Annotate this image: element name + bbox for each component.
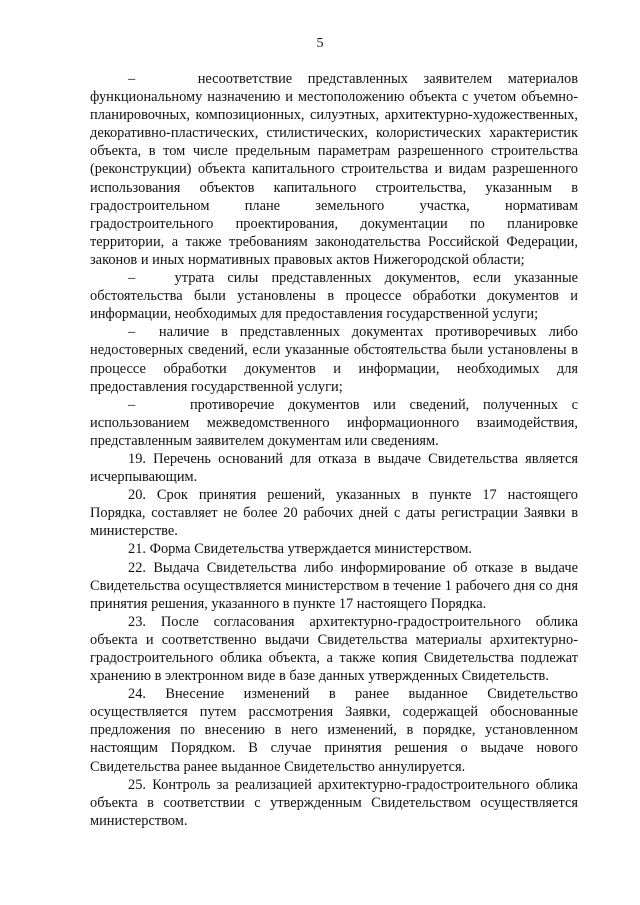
paragraph-documents-invalid: – утрата силы представленных документов, если указанные обстоятельства были установлены в процессе обработки документов и информации, необходимых для предоставления государственной услуги; (90, 270, 578, 323)
document-body (90, 70, 578, 830)
paragraph-contradictory-info: – наличие в представленных документах противоречивых либо недостоверных сведений, если указанные обстоятельства были установлены в процессе обработки документов и информации, необходимых для предоставления государственной услуги; (90, 324, 578, 395)
paragraph-item-25: 25. Контроль за реализацией архитектурно-градостроительного облика объекта в соответствии с утвержденным Свидетельством осуществляется министерством. (90, 776, 578, 829)
paragraph-item-22: 22. Выдача Свидетельства либо информирование об отказе в выдаче Свидетельства осуществляется министерством в течение 1 рабочего дня со дня принятия решения, указанного в пункте 17 настоящего Порядка. (90, 559, 578, 612)
paragraph-item-20: 20. Срок принятия решений, указанных в пункте 17 настоящего Порядка, составляет не более 20 рабочих дней с даты регистрации Заявки в министерстве. (90, 487, 578, 540)
paragraph-item-23: 23. После согласования архитектурно-градостроительного облика объекта и соответственно выдачи Свидетельства материалы архитектурно-градостроительного облика объекта, а также копия Свидетельства подлежат хранению в электронном виде в базе данных утвержденных Свидетельств. (90, 613, 578, 685)
page-number: 5 (316, 36, 324, 51)
paragraph-item-21: 21. Форма Свидетельства утверждается министерством. (128, 541, 472, 558)
paragraph-nonconformity: – несоответствие представленных заявителем материалов функциональному назначению и местоположению объекта с учетом объемно-планировочных, композиционных, силуэтных, архитектурно-художественных, декоративно-пластических, стилистических, колористических характеристик объекта, в том числе предельным параметрам разрешенного строительства (реконструкции) объекта капитального строительства и видам разрешенного использования объектов капитального строительства, указанным в градостроительном плане земельного участка, нормативам градостроительного проектирования, документации по планировке территории, а также требованиям законодательства Российской Федерации, законов и иных нормативных правовых актов Нижегородской области; (90, 71, 578, 268)
paragraph-item-24: 24. Внесение изменений в ранее выданное Свидетельство осуществляется путем рассмотрения Заявки, содержащей обоснованные предложения по внесению в него изменений, в порядке, установленном настоящим Порядком. В случае принятия решения о выдаче нового Свидетельства ранее выданное Свидетельство аннулируется. (90, 686, 578, 775)
paragraph-contradiction-interagency: – противоречие документов или сведений, полученных с использованием межведомственного информационного взаимодействия, представленным заявителем документам или сведениям. (90, 396, 578, 449)
paragraph-item-19: 19. Перечень оснований для отказа в выдаче Свидетельства является исчерпывающим. (90, 450, 578, 486)
